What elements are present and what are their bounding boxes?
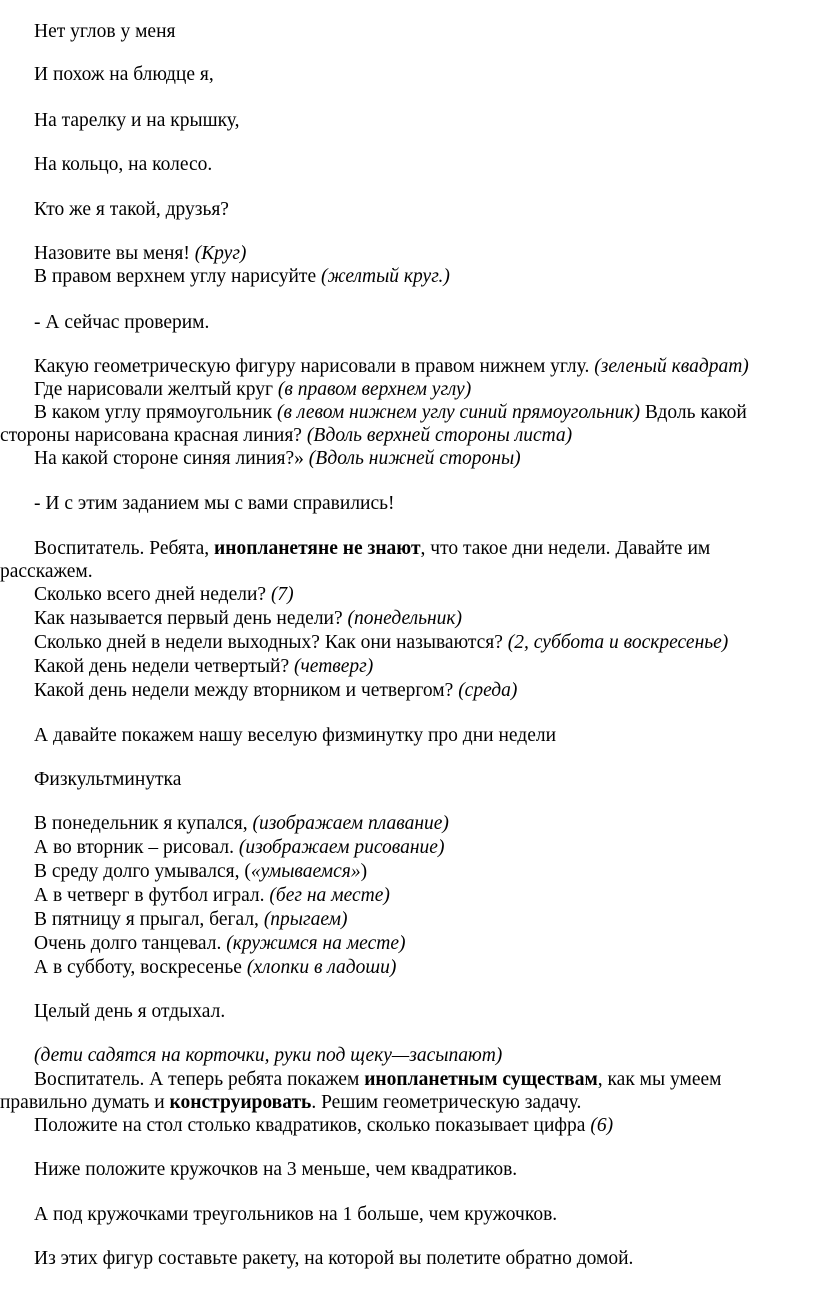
exercise-line: А в субботу, воскресенье (хлопки в ладоши): [34, 957, 397, 978]
task-line: В правом верхнем углу нарисуйте (желтый круг.): [34, 266, 450, 287]
task-line: Из этих фигур составьте ракету, на которой вы полетите обратно домой.: [34, 1248, 634, 1269]
question-line: В каком углу прямоугольник (в левом нижнем углу синий прямоугольник) Вдоль какой: [34, 402, 747, 423]
question-line: Где нарисовали желтый круг (в правом верхнем углу): [34, 379, 472, 400]
poem-line: И похож на блюдце я,: [34, 64, 214, 85]
bold-phrase: инопланетяне не знают: [214, 538, 421, 559]
answer-note: (понедельник): [347, 608, 463, 629]
exercise-line: А во вторник – рисовал. (изображаем рисование): [34, 837, 445, 858]
exercise-line: В понедельник я купался, (изображаем плавание): [34, 813, 449, 834]
answer-note: (6): [590, 1115, 614, 1136]
paragraph: - А сейчас проверим.: [34, 312, 210, 333]
bold-phrase: конструировать: [169, 1092, 312, 1113]
teacher-line: Воспитатель. А теперь ребята покажем инопланетным существам, как мы умеем: [34, 1069, 722, 1090]
paragraph: А давайте покажем нашу веселую физминутку про дни недели: [34, 725, 557, 746]
task-line: Положите на стол столько квадратиков, сколько показывает цифра (6): [34, 1115, 614, 1136]
teacher-line: правильно думать и конструировать. Решим геометрическую задачу.: [0, 1092, 582, 1113]
exercise-line: В среду долго умывался, («умываемся»): [34, 861, 368, 882]
answer-note: (7): [270, 584, 294, 605]
answer-note: (в левом нижнем углу синий прямоугольник): [277, 402, 641, 423]
answer-note: (четверг): [294, 656, 374, 677]
paragraph: - И с этим заданием мы с вами справились!: [34, 493, 395, 514]
answer-note: (желтый круг.): [320, 266, 450, 287]
answer-note: (хлопки в ладоши): [246, 957, 397, 978]
question-line: Какой день недели четвертый? (четверг): [34, 656, 374, 677]
answer-note: (изображаем плавание): [252, 813, 449, 834]
question-line: Сколько дней в недели выходных? Как они называются? (2, суббота и воскресенье): [34, 632, 729, 653]
poem-line: Нет углов у меня: [34, 21, 176, 42]
answer-note: (бег на месте): [269, 885, 390, 906]
teacher-line: Воспитатель. Ребята, инопланетяне не знают, что такое дни недели. Давайте им: [34, 538, 711, 559]
task-line: А под кружочками треугольников на 1 больше, чем кружочков.: [34, 1204, 558, 1225]
answer-note: «умываемся»: [250, 861, 361, 882]
exercise-line: Очень долго танцевал. (кружимся на месте): [34, 933, 406, 954]
answer-note: (Круг): [194, 243, 247, 264]
answer-note: (изображаем рисование): [238, 837, 445, 858]
answer-note: (Вдоль верхней стороны листа): [306, 425, 573, 446]
question-line: Какой день недели между вторником и четвергом? (среда): [34, 680, 518, 701]
question-line: Сколько всего дней недели? (7): [34, 584, 294, 605]
poem-line: Кто же я такой, друзья?: [34, 199, 229, 220]
exercise-line: Целый день я отдыхал.: [34, 1001, 226, 1022]
poem-line: Назовите вы меня! (Круг): [34, 243, 247, 264]
teacher-line: расскажем.: [0, 561, 93, 582]
question-line: Какую геометрическую фигуру нарисовали в правом нижнем углу. (зеленый квадрат): [34, 356, 749, 377]
answer-note: (зеленый квадрат): [594, 356, 749, 377]
answer-note: (прыгаем): [263, 909, 348, 930]
answer-note: (среда): [458, 680, 518, 701]
question-line: Как называется первый день недели? (понедельник): [34, 608, 463, 629]
poem-line: На кольцо, на колесо.: [34, 154, 213, 175]
question-line: На какой стороне синяя линия?» (Вдоль нижней стороны): [34, 448, 521, 469]
answer-note: (2, суббота и воскресенье): [507, 632, 729, 653]
section-title: Физкультминутка: [34, 769, 182, 790]
answer-note: (в правом верхнем углу): [277, 379, 472, 400]
answer-note: (Вдоль нижней стороны): [308, 448, 521, 469]
answer-note: (кружимся на месте): [226, 933, 406, 954]
bold-phrase: инопланетным существам: [364, 1069, 598, 1090]
question-line: стороны нарисована красная линия? (Вдоль верхней стороны листа): [0, 425, 573, 446]
exercise-line: А в четверг в футбол играл. (бег на месте): [34, 885, 390, 906]
exercise-line: В пятницу я прыгал, бегал, (прыгаем): [34, 909, 348, 930]
task-line: Ниже положите кружочков на 3 меньше, чем квадратиков.: [34, 1159, 518, 1180]
poem-line: На тарелку и на крышку,: [34, 110, 240, 131]
stage-note: (дети садятся на корточки, руки под щеку—засыпают): [34, 1045, 503, 1066]
